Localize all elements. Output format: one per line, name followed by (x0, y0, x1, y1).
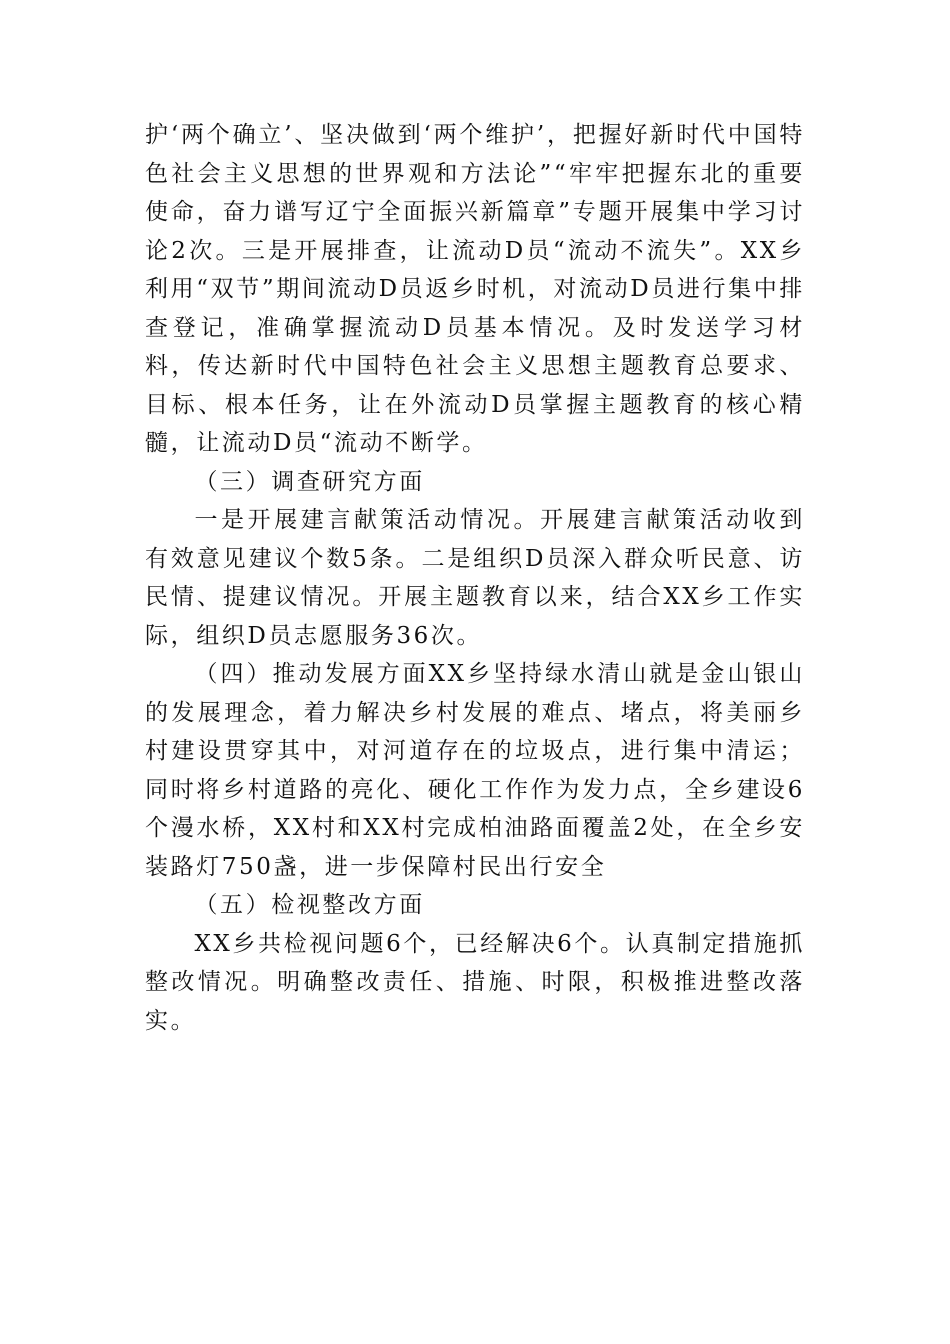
paragraph-research: 一是开展建言献策活动情况。开展建言献策活动收到有效意见建议个数5条。二是组织D员深入群众听民意、访民情、提建议情况。开展主题教育以来，结合XX乡工作实际，组织D员志愿服务36次。 (145, 507, 805, 649)
document-body (145, 116, 805, 1040)
section-heading-rectification: （五）检视整改方面 (194, 892, 425, 918)
section-heading-research: （三）调查研究方面 (194, 468, 425, 495)
paragraph-party-study-continuation: 护‘两个确立’、坚决做到‘两个维护’，把握好新时代中国特色社会主义思想的世界观和方法论”“牢牢把握东北的重要使命，奋力谱写辽宁全面振兴新篇章”专题开展集中学习讨论2次。三是开展排查，让流动D员“流动不流失”。XX乡利用“双节”期间流动D员返乡时机，对流动D员进行集中排查登记，准确掌握流动D员基本情况。及时发送学习材料，传达新时代中国特色社会主义思想主题教育总要求、目标、根本任务，让在外流动D员掌握主题教育的核心精髓，让流动D员“流动不断学。 (145, 122, 805, 456)
paragraph-development: （四）推动发展方面XX乡坚持绿水清山就是金山银山的发展理念，着力解决乡村发展的难点、堵点，将美丽乡村建设贯穿其中，对河道存在的垃圾点，进行集中清运；同时将乡村道路的亮化、硬化工作作为发力点，全乡建设6个漫水桥，XX村和XX村完成柏油路面覆盖2处，在全乡安装路灯750盏，进一步保障村民出行安全 (145, 661, 805, 880)
paragraph-rectification: XX乡共检视问题6个，已经解决6个。认真制定措施抓整改情况。明确整改责任、措施、时限，积极推进整改落实。 (145, 930, 805, 1034)
